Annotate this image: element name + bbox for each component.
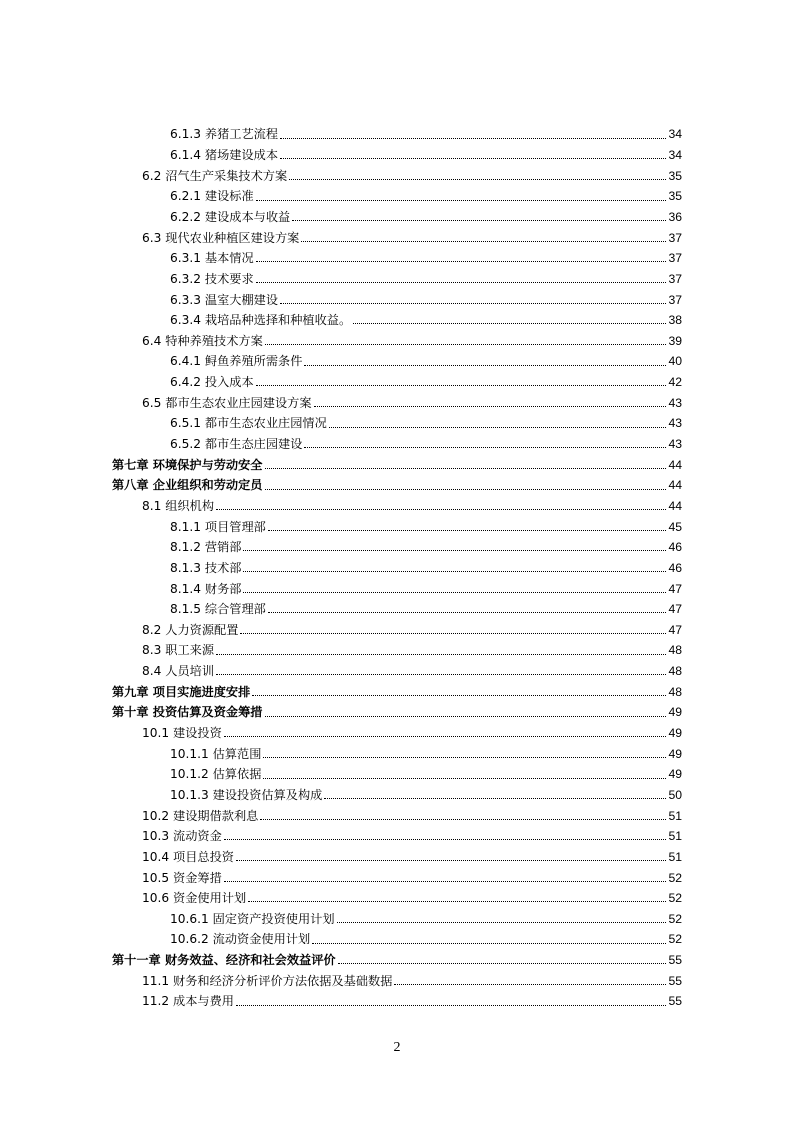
toc-entry[interactable] — [112, 245, 682, 266]
toc-entry-page: 46 — [668, 560, 682, 575]
toc-entry-label: 11.2 成本与费用 — [142, 994, 234, 1009]
dot-leader — [268, 530, 667, 531]
toc-entry-page: 52 — [668, 891, 682, 906]
toc-entry-page: 51 — [668, 849, 682, 864]
toc-entry-page: 48 — [668, 643, 682, 658]
toc-entry[interactable] — [112, 761, 682, 782]
toc-entry-page: 47 — [668, 602, 682, 617]
toc-entry[interactable] — [112, 905, 682, 926]
dot-leader — [314, 406, 667, 407]
dot-leader — [224, 839, 667, 840]
toc-entry-page: 35 — [668, 168, 682, 183]
dot-leader — [216, 509, 666, 510]
toc-entry-label: 6.3.3 温室大棚建设 — [170, 292, 279, 307]
toc-entry-label: 6.3.2 技术要求 — [170, 271, 254, 286]
toc-entry[interactable] — [112, 678, 682, 699]
toc-entry-page: 37 — [668, 271, 682, 286]
toc-entry[interactable] — [112, 637, 682, 658]
toc-entry[interactable] — [112, 513, 682, 534]
toc-entry-label: 6.5 都市生态农业庄园建设方案 — [142, 395, 312, 410]
toc-entry-label: 第十一章 财务效益、经济和社会效益评价 — [112, 953, 336, 968]
dot-leader — [256, 200, 667, 201]
dot-leader — [338, 963, 667, 964]
toc-entry-page: 37 — [668, 251, 682, 266]
toc-entry-label: 10.1.2 估算依据 — [170, 767, 262, 782]
toc-entry-page: 55 — [668, 994, 682, 1009]
toc-entry-label: 6.1.3 养猪工艺流程 — [170, 127, 279, 142]
toc-entry[interactable] — [112, 369, 682, 390]
toc-entry-page: 40 — [668, 354, 682, 369]
toc-entry-label: 6.5.2 都市生态庄园建设 — [170, 437, 303, 452]
toc-entry-page: 48 — [668, 664, 682, 679]
toc-entry-label: 6.3.1 基本情况 — [170, 251, 254, 266]
dot-leader — [240, 633, 666, 634]
toc-entry-label: 6.2.2 建设成本与收益 — [170, 210, 291, 224]
toc-entry-label: 6.4.2 投入成本 — [170, 375, 254, 390]
toc-entry[interactable] — [112, 740, 682, 761]
toc-entry-page: 49 — [668, 726, 682, 741]
toc-entry-label: 10.5 资金筹措 — [142, 870, 222, 885]
toc-entry-page: 36 — [668, 210, 682, 224]
toc-entry[interactable] — [112, 616, 682, 637]
toc-entry-page: 44 — [668, 498, 682, 513]
toc-entry-label: 10.6.2 流动资金使用计划 — [170, 932, 311, 947]
toc-entry[interactable] — [112, 843, 682, 864]
toc-entry-label: 6.2.1 建设标准 — [170, 189, 254, 204]
toc-entry-page: 52 — [668, 911, 682, 926]
toc-entry-label: 8.1 组织机构 — [142, 498, 215, 513]
toc-entry-page: 42 — [668, 375, 682, 390]
toc-entry-label: 8.1.5 综合管理部 — [170, 602, 266, 617]
toc-entry-page: 47 — [668, 581, 682, 596]
dot-leader — [289, 179, 666, 180]
toc-entry-label: 10.3 流动资金 — [142, 829, 222, 844]
dot-leader — [324, 798, 666, 799]
dot-leader — [292, 220, 666, 221]
toc-entry[interactable] — [112, 327, 682, 348]
toc-entry-page: 38 — [668, 313, 682, 328]
toc-entry-label: 8.4 人员培训 — [142, 664, 215, 679]
dot-leader — [243, 571, 666, 572]
toc-entry-label: 11.1 财务和经济分析评价方法依据及基础数据 — [142, 973, 393, 988]
dot-leader — [216, 654, 666, 655]
toc-entry-page: 44 — [668, 478, 682, 493]
toc-entry[interactable] — [112, 204, 682, 225]
toc-entry-page: 44 — [668, 457, 682, 472]
dot-leader — [243, 550, 666, 551]
dot-leader — [252, 695, 666, 696]
toc-entry-page: 49 — [668, 705, 682, 720]
toc-entry-page: 39 — [668, 333, 682, 348]
toc-entry-page: 49 — [668, 746, 682, 761]
dot-leader — [236, 860, 666, 861]
dot-leader — [265, 468, 667, 469]
toc-entry[interactable] — [112, 265, 682, 286]
toc-entry-label: 10.1.1 估算范围 — [170, 746, 262, 761]
toc-entry-page: 46 — [668, 540, 682, 555]
toc-entry[interactable] — [112, 947, 682, 968]
toc-entry[interactable] — [112, 286, 682, 307]
toc-entry-label: 8.1.4 财务部 — [170, 581, 242, 596]
toc-entry-label: 第九章 项目实施进度安排 — [112, 684, 251, 699]
toc-entry-page: 55 — [668, 973, 682, 988]
toc-entry[interactable] — [112, 658, 682, 679]
toc-entry[interactable] — [112, 348, 682, 369]
toc-entry[interactable] — [112, 802, 682, 823]
dot-leader — [301, 241, 666, 242]
toc-entry-label: 6.5.1 都市生态农业庄园情况 — [170, 416, 327, 431]
toc-entry-page: 37 — [668, 292, 682, 307]
toc-entry-label: 第七章 环境保护与劳动安全 — [112, 457, 263, 472]
toc-entry[interactable] — [112, 142, 682, 163]
table-of-contents — [112, 121, 682, 1009]
dot-leader — [304, 365, 666, 366]
toc-entry-label: 6.1.4 猪场建设成本 — [170, 148, 279, 163]
dot-leader — [268, 612, 667, 613]
toc-entry[interactable] — [112, 926, 682, 947]
toc-entry-page: 34 — [668, 148, 682, 163]
toc-entry-page: 34 — [668, 127, 682, 142]
dot-leader — [236, 1005, 666, 1006]
toc-entry-label: 6.3.4 栽培品种选择和种植收益。 — [170, 313, 352, 328]
toc-entry[interactable] — [112, 410, 682, 431]
dot-leader — [256, 385, 667, 386]
toc-entry-label: 10.2 建设期借款利息 — [142, 808, 259, 823]
dot-leader — [256, 261, 667, 262]
toc-entry-label: 8.1.3 技术部 — [170, 560, 242, 575]
toc-entry[interactable] — [112, 823, 682, 844]
toc-entry-page: 51 — [668, 808, 682, 823]
dot-leader — [243, 592, 666, 593]
toc-entry-label: 6.2 沼气生产采集技术方案 — [142, 168, 288, 183]
toc-entry-page: 48 — [668, 684, 682, 699]
toc-entry-label: 6.3 现代农业种植区建设方案 — [142, 230, 300, 245]
toc-entry-label: 8.3 职工来源 — [142, 643, 215, 658]
toc-entry-page: 47 — [668, 622, 682, 637]
toc-entry[interactable] — [112, 451, 682, 472]
toc-entry[interactable] — [112, 967, 682, 988]
page-number: 2 — [393, 1040, 401, 1055]
toc-entry-page: 49 — [668, 767, 682, 782]
toc-entry-page: 35 — [668, 189, 682, 204]
toc-entry-label: 10.1 建设投资 — [142, 726, 222, 741]
toc-entry[interactable] — [112, 224, 682, 245]
dot-leader — [312, 943, 666, 944]
toc-entry[interactable] — [112, 699, 682, 720]
toc-entry-page: 50 — [668, 787, 682, 802]
dot-leader — [329, 427, 667, 428]
toc-entry[interactable] — [112, 782, 682, 803]
dot-leader — [280, 303, 666, 304]
toc-entry[interactable] — [112, 720, 682, 741]
toc-entry-page: 45 — [668, 519, 682, 534]
toc-entry-page: 43 — [668, 437, 682, 452]
toc-entry[interactable] — [112, 988, 682, 1009]
toc-entry-label: 8.1.1 项目管理部 — [170, 519, 266, 534]
toc-entry-page: 43 — [668, 395, 682, 410]
toc-entry-label: 第十章 投资估算及资金筹措 — [112, 705, 263, 720]
toc-entry-page: 52 — [668, 932, 682, 947]
dot-leader — [263, 778, 666, 779]
dot-leader — [256, 282, 667, 283]
dot-leader — [248, 901, 666, 902]
toc-entry[interactable] — [112, 389, 682, 410]
dot-leader — [265, 489, 667, 490]
toc-entry-label: 8.2 人力资源配置 — [142, 622, 239, 637]
toc-entry[interactable] — [112, 162, 682, 183]
toc-entry-label: 8.1.2 营销部 — [170, 540, 242, 555]
toc-entry[interactable] — [112, 534, 682, 555]
dot-leader — [304, 447, 666, 448]
toc-entry-page: 43 — [668, 416, 682, 431]
toc-entry[interactable] — [112, 885, 682, 906]
dot-leader — [224, 881, 667, 882]
toc-entry-page: 37 — [668, 230, 682, 245]
dot-leader — [265, 344, 667, 345]
toc-entry[interactable] — [112, 864, 682, 885]
toc-entry-label: 10.6.1 固定资产投资使用计划 — [170, 911, 335, 926]
toc-entry[interactable] — [112, 472, 682, 493]
toc-entry-page: 52 — [668, 870, 682, 885]
toc-entry[interactable] — [112, 307, 682, 328]
toc-entry-label: 10.4 项目总投资 — [142, 849, 234, 864]
dot-leader — [216, 674, 666, 675]
toc-entry[interactable] — [112, 121, 682, 142]
toc-entry-page: 51 — [668, 829, 682, 844]
toc-entry-label: 10.6 资金使用计划 — [142, 891, 247, 906]
toc-entry[interactable] — [112, 575, 682, 596]
dot-leader — [280, 158, 666, 159]
dot-leader — [337, 922, 667, 923]
toc-entry-page: 55 — [668, 953, 682, 968]
toc-entry[interactable] — [112, 183, 682, 204]
dot-leader — [280, 138, 666, 139]
toc-entry-label: 6.4 特种养殖技术方案 — [142, 333, 263, 348]
toc-entry-label: 10.1.3 建设投资估算及构成 — [170, 787, 323, 802]
dot-leader — [265, 716, 667, 717]
toc-entry[interactable] — [112, 554, 682, 575]
dot-leader — [394, 984, 666, 985]
toc-entry-label: 第八章 企业组织和劳动定员 — [112, 478, 263, 493]
dot-leader — [353, 323, 666, 324]
toc-entry[interactable] — [112, 493, 682, 514]
dot-leader — [263, 757, 666, 758]
dot-leader — [260, 819, 666, 820]
toc-entry[interactable] — [112, 431, 682, 452]
toc-entry[interactable] — [112, 596, 682, 617]
toc-entry-label: 6.4.1 鲟鱼养殖所需条件 — [170, 354, 303, 369]
dot-leader — [224, 736, 667, 737]
